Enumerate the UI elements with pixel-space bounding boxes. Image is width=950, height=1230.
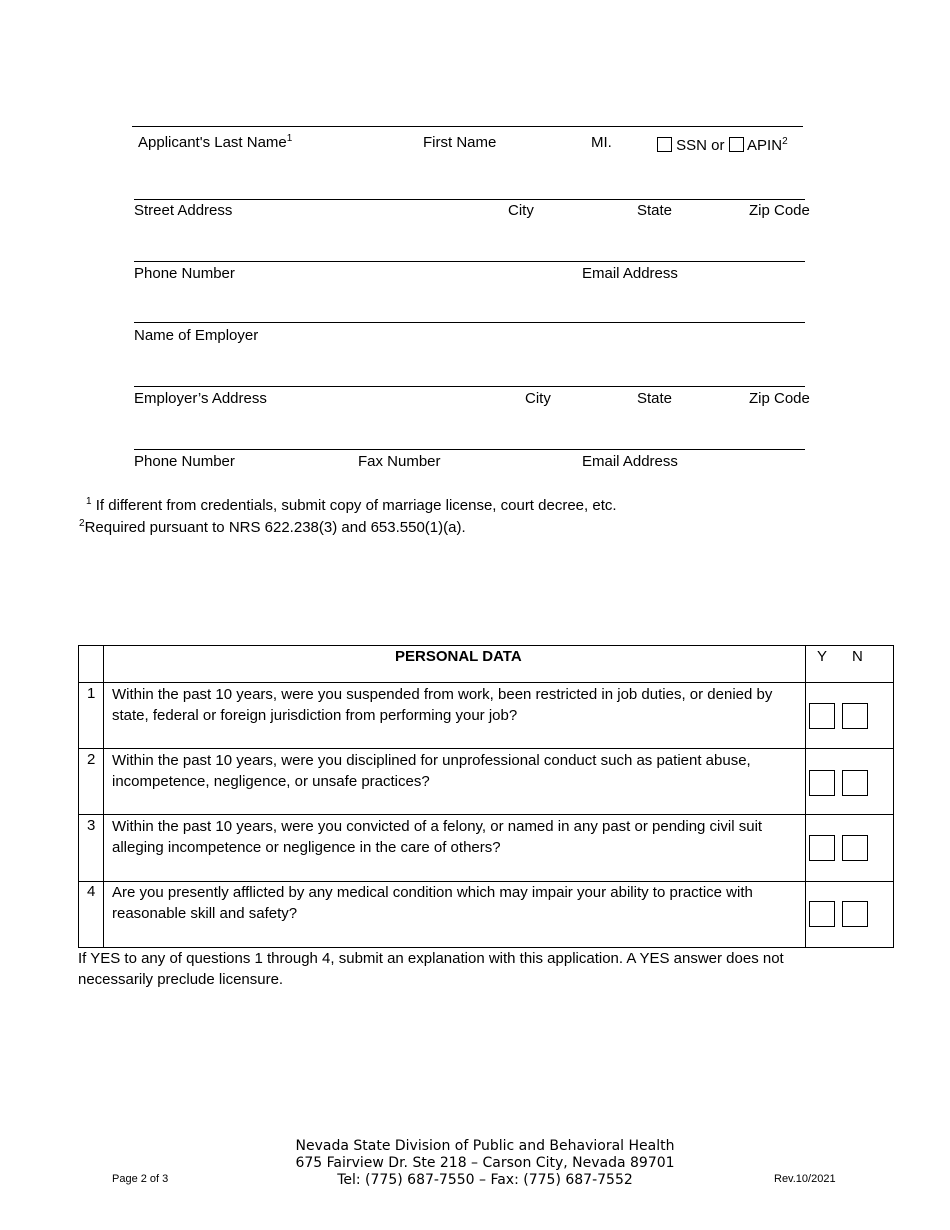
question-number: 2 xyxy=(87,751,96,768)
label-mi: MI. xyxy=(591,134,612,151)
field-line-3[interactable] xyxy=(134,261,805,262)
question-number: 3 xyxy=(87,817,96,834)
q1-no-box[interactable] xyxy=(842,703,868,729)
q2-no-box[interactable] xyxy=(842,770,868,796)
label-employer-phone: Phone Number xyxy=(134,453,235,470)
footer-address: 675 Fairview Dr. Ste 218 – Carson City, Nevada 89701 xyxy=(295,1155,675,1171)
q3-no-box[interactable] xyxy=(842,835,868,861)
label-employer: Name of Employer xyxy=(134,327,259,344)
q4-no-box[interactable] xyxy=(842,901,868,927)
revision: Rev.10/2021 xyxy=(774,1173,836,1185)
col-n-header: N xyxy=(852,648,863,665)
label-last-name: Applicant's Last Name$^1$ xyxy=(138,133,293,151)
question-number: 4 xyxy=(87,883,96,900)
page-number: Page 2 of 3 xyxy=(112,1173,169,1185)
ssn-apin-choice: SSN or APIN$^2$ xyxy=(657,137,788,154)
signature-line-1[interactable] xyxy=(132,126,803,127)
label-city: City xyxy=(508,202,534,219)
field-line-2[interactable] xyxy=(134,199,805,200)
label-employer-zip: Zip Code xyxy=(749,390,810,407)
footer-contact: Tel: (775) 687-7550 – Fax: (775) 687-7552 xyxy=(337,1172,633,1188)
label-first-name: First Name xyxy=(423,134,497,151)
label-street: Street Address xyxy=(134,202,233,219)
apin-checkbox[interactable] xyxy=(729,137,744,152)
question-number: 1 xyxy=(87,685,96,702)
q3-yes-box[interactable] xyxy=(809,835,835,861)
q2-yes-box[interactable] xyxy=(809,770,835,796)
field-line-6[interactable] xyxy=(134,449,805,450)
field-line-4[interactable] xyxy=(134,322,805,323)
question-text: Within the past 10 years, were you convicted of a felony, or named in any past or pending civil suit alleging incompetence or negligence in the care of others? xyxy=(112,818,763,856)
footer-address-block xyxy=(250,1138,720,1189)
q1-yes-box[interactable] xyxy=(809,703,835,729)
question-text: Within the past 10 years, were you suspended from work, been restricted in job duties, or denied by state, federal or foreign jurisdiction from performing your job? xyxy=(112,686,773,724)
label-state: State xyxy=(637,202,673,219)
label-employer-address: Employer’s Address xyxy=(134,390,267,407)
table-header: PERSONAL DATA xyxy=(395,648,522,665)
field-line-5[interactable] xyxy=(134,386,805,387)
footer-org: Nevada State Division of Public and Behavioral Health xyxy=(295,1138,675,1154)
footnote-1: $^1$ If different from credentials, submit copy of marriage license, court decree, etc. xyxy=(86,496,617,514)
label-email: Email Address xyxy=(582,265,678,282)
label-employer-email: Email Address xyxy=(582,453,678,470)
question-text: Within the past 10 years, were you disciplined for unprofessional conduct such as patient abuse, incompetence, negligence, or unsafe practices? xyxy=(112,752,751,790)
footnote-2: $^2$Required pursuant to NRS 622.238(3) and 653.550(1)(a). xyxy=(79,518,466,536)
q4-yes-box[interactable] xyxy=(809,901,835,927)
label-phone: Phone Number xyxy=(134,265,235,282)
col-y-header: Y xyxy=(817,648,828,665)
label-zip: Zip Code xyxy=(749,202,810,219)
ssn-checkbox[interactable] xyxy=(657,137,672,152)
label-employer-city: City xyxy=(525,390,551,407)
question-text: Are you presently afflicted by any medical condition which may impair your ability to practice with reasonable skill and safety? xyxy=(112,884,753,922)
explanation-note: If YES to any of questions 1 through 4, submit an explanation with this application. A YES answer does not necessarily preclude licensure. xyxy=(78,950,784,988)
label-employer-state: State xyxy=(637,390,673,407)
label-fax: Fax Number xyxy=(358,453,441,470)
